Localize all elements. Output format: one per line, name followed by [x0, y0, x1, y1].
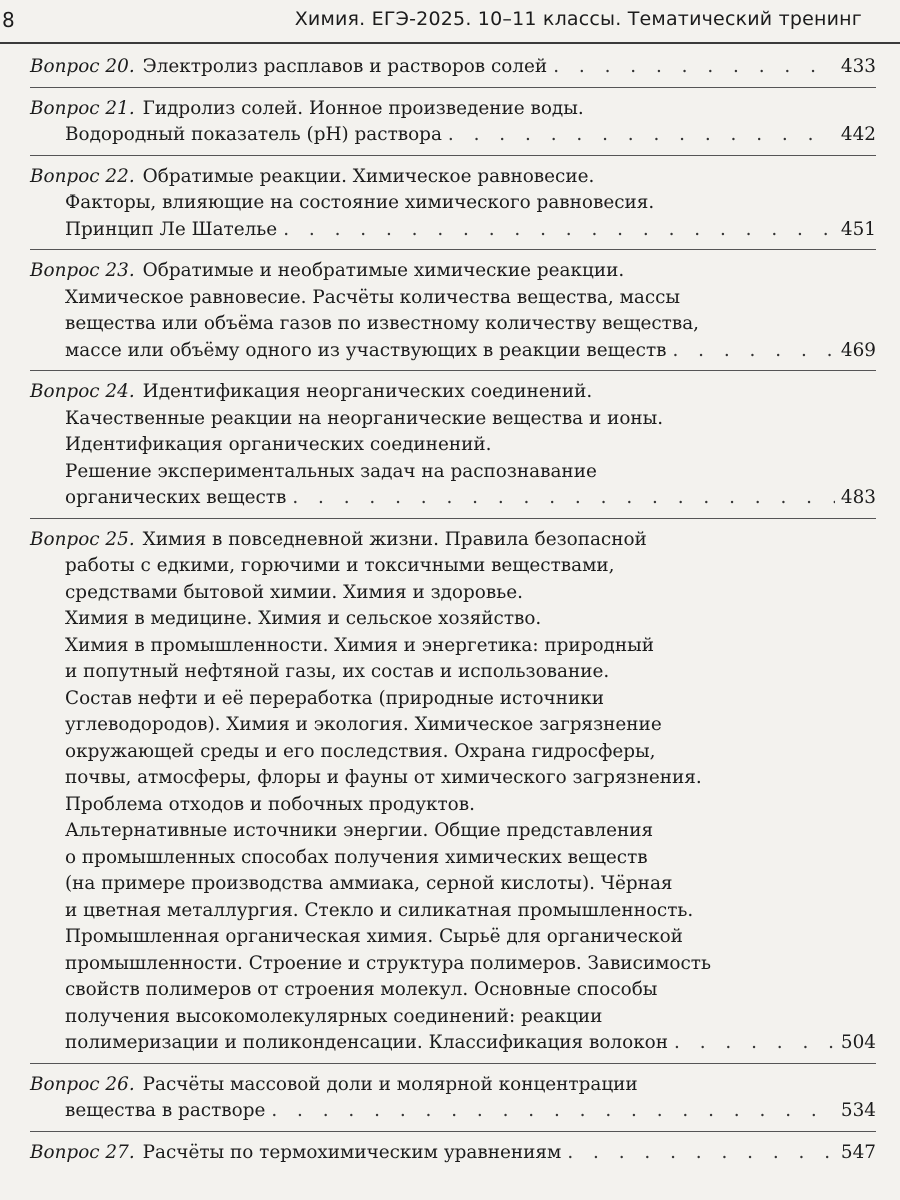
toc-line — [30, 871, 876, 898]
topic-text: получения высокомолекулярных соединений: реакции — [65, 1005, 603, 1027]
toc-line — [30, 527, 876, 554]
topic-text: Электролиз расплавов и растворов солей — [142, 56, 548, 77]
topic-text: промышленности. Строение и структура полимеров. Зависимость — [65, 952, 711, 974]
toc-line — [30, 977, 876, 1004]
toc-line — [30, 338, 876, 365]
toc-line — [30, 1098, 876, 1125]
dot-leader — [448, 122, 835, 149]
topic-text: почвы, атмосферы, флоры и фауны от химического загрязнения. — [65, 767, 702, 788]
toc-line — [30, 54, 876, 81]
toc-line — [30, 845, 876, 872]
toc-line — [30, 818, 876, 845]
topic-text: Химическое равновесие. Расчёты количества вещества, массы — [65, 286, 681, 308]
toc-entry — [30, 377, 876, 519]
topic-text: Альтернативные источники энергии. Общие представления — [65, 820, 654, 841]
toc-line — [30, 190, 876, 217]
toc-line — [30, 1140, 876, 1167]
toc-line — [30, 432, 876, 459]
topic-text: Водородный показатель (pH) раствора — [65, 124, 442, 145]
toc-line — [30, 765, 876, 792]
topic-text: Обратимые и необратимые химические реакции. — [142, 260, 625, 281]
toc-line — [30, 217, 876, 244]
topic-text: полимеризации и поликонденсации. Классификация волокон — [65, 1032, 669, 1053]
topic-text: Химия в медицине. Химия и сельское хозяйство. — [65, 608, 542, 629]
topic-text: Факторы, влияющие на состояние химического равновесия. — [65, 192, 655, 213]
topic-text: Состав нефти и её переработка (природные источники — [65, 687, 604, 709]
toc-line — [30, 659, 876, 686]
page-reference: 483 — [840, 487, 876, 508]
topic-text: средствами бытовой химии. Химия и здоровье. — [65, 581, 523, 603]
topic-text: окружающей среды и его последствия. Охрана гидросферы, — [65, 740, 656, 762]
question-label: Вопрос 25. — [30, 528, 135, 550]
topic-text: Идентификация органических соединений. — [65, 434, 492, 455]
topic-text: (на примере производства аммиака, серной кислоты). Чёрная — [65, 873, 673, 894]
toc-line — [30, 258, 876, 285]
question-label: Вопрос 27. — [30, 1141, 135, 1163]
running-header — [0, 0, 900, 44]
toc-line — [30, 951, 876, 978]
topic-text: Качественные реакции на неорганические вещества и ионы. — [65, 407, 664, 429]
toc-line — [30, 285, 876, 312]
dot-leader — [672, 338, 834, 365]
page-reference: 534 — [840, 1100, 876, 1121]
toc-line — [30, 924, 876, 951]
topic-text: органических веществ — [65, 487, 287, 508]
toc-line — [30, 96, 876, 123]
topic-text: массе или объёму одного из участвующих в реакции веществ — [65, 339, 667, 361]
toc-entry — [30, 162, 876, 251]
topic-text: Идентификация неорганических соединений. — [142, 381, 593, 402]
topic-text: работы с едкими, горючими и токсичными веществами, — [65, 555, 615, 576]
topic-text: свойств полимеров от строения молекул. Основные способы — [65, 979, 658, 1000]
question-label: Вопрос 26. — [30, 1073, 135, 1095]
toc-line — [30, 1072, 876, 1099]
topic-text: углеводородов). Химия и экология. Химическое загрязнение — [65, 714, 662, 735]
page-reference: 504 — [840, 1032, 876, 1053]
toc-line — [30, 459, 876, 486]
topic-text: о промышленных способах получения химических веществ — [65, 846, 648, 868]
dot-leader — [674, 1030, 835, 1057]
question-label: Вопрос 24. — [30, 381, 135, 402]
topic-text: Расчёты по термохимическим уравнениям — [142, 1141, 562, 1163]
topic-text: вещества в растворе — [65, 1100, 266, 1121]
toc-entry — [30, 1070, 876, 1132]
topic-text: Гидролиз солей. Ионное произведение воды. — [142, 97, 584, 119]
toc-line — [30, 485, 876, 512]
toc-line — [30, 406, 876, 433]
running-title: Химия. ЕГЭ-2025. 10–11 классы. Тематический тренинг — [294, 8, 862, 30]
toc-line — [30, 606, 876, 633]
topic-text: Обратимые реакции. Химическое равновесие. — [142, 165, 595, 187]
toc-entry — [30, 94, 876, 156]
topic-text: Химия в промышленности. Химия и энергетика: природный — [65, 634, 655, 656]
topic-text: вещества или объёма газов по известному количеству вещества, — [65, 313, 700, 334]
dot-leader — [292, 485, 835, 512]
dot-leader — [283, 217, 835, 244]
dot-leader — [567, 1140, 835, 1167]
topic-text: Промышленная органическая химия. Сырьё для органической — [65, 926, 683, 947]
topic-text: Проблема отходов и побочных продуктов. — [65, 793, 475, 815]
dot-leader — [553, 54, 835, 81]
toc-line — [30, 580, 876, 607]
topic-text: Решение экспериментальных задач на распознавание — [65, 460, 597, 482]
toc-line — [30, 633, 876, 660]
topic-text: и попутный нефтяной газы, их состав и использование. — [65, 661, 610, 682]
question-label: Вопрос 23. — [30, 260, 135, 281]
page-number: 8 — [2, 8, 15, 32]
toc-line — [30, 739, 876, 766]
topic-text: Принцип Ле Шателье — [65, 218, 278, 240]
toc-entry — [30, 525, 876, 1064]
dot-leader — [271, 1098, 835, 1125]
toc-line — [30, 898, 876, 925]
toc-entry — [30, 256, 876, 371]
topic-text: и цветная металлургия. Стекло и силикатная промышленность. — [65, 899, 694, 921]
toc-line — [30, 122, 876, 149]
toc-line — [30, 686, 876, 713]
toc-line — [30, 553, 876, 580]
toc-line — [30, 1030, 876, 1057]
page-reference: 469 — [840, 339, 876, 361]
table-of-contents — [30, 52, 876, 1178]
toc-line — [30, 379, 876, 406]
toc-line — [30, 792, 876, 819]
topic-text: Расчёты массовой доли и молярной концентрации — [142, 1073, 638, 1095]
page-reference: 442 — [840, 124, 876, 145]
page-reference: 451 — [840, 218, 876, 240]
toc-line — [30, 164, 876, 191]
question-label: Вопрос 20. — [30, 56, 135, 77]
topic-text: Химия в повседневной жизни. Правила безопасной — [142, 528, 647, 550]
question-label: Вопрос 21. — [30, 97, 135, 119]
toc-line — [30, 712, 876, 739]
toc-line — [30, 1004, 876, 1031]
page-reference: 433 — [840, 56, 876, 77]
toc-line — [30, 311, 876, 338]
question-label: Вопрос 22. — [30, 165, 135, 187]
toc-entry — [30, 1138, 876, 1173]
toc-entry — [30, 52, 876, 88]
page-reference: 547 — [840, 1141, 876, 1163]
